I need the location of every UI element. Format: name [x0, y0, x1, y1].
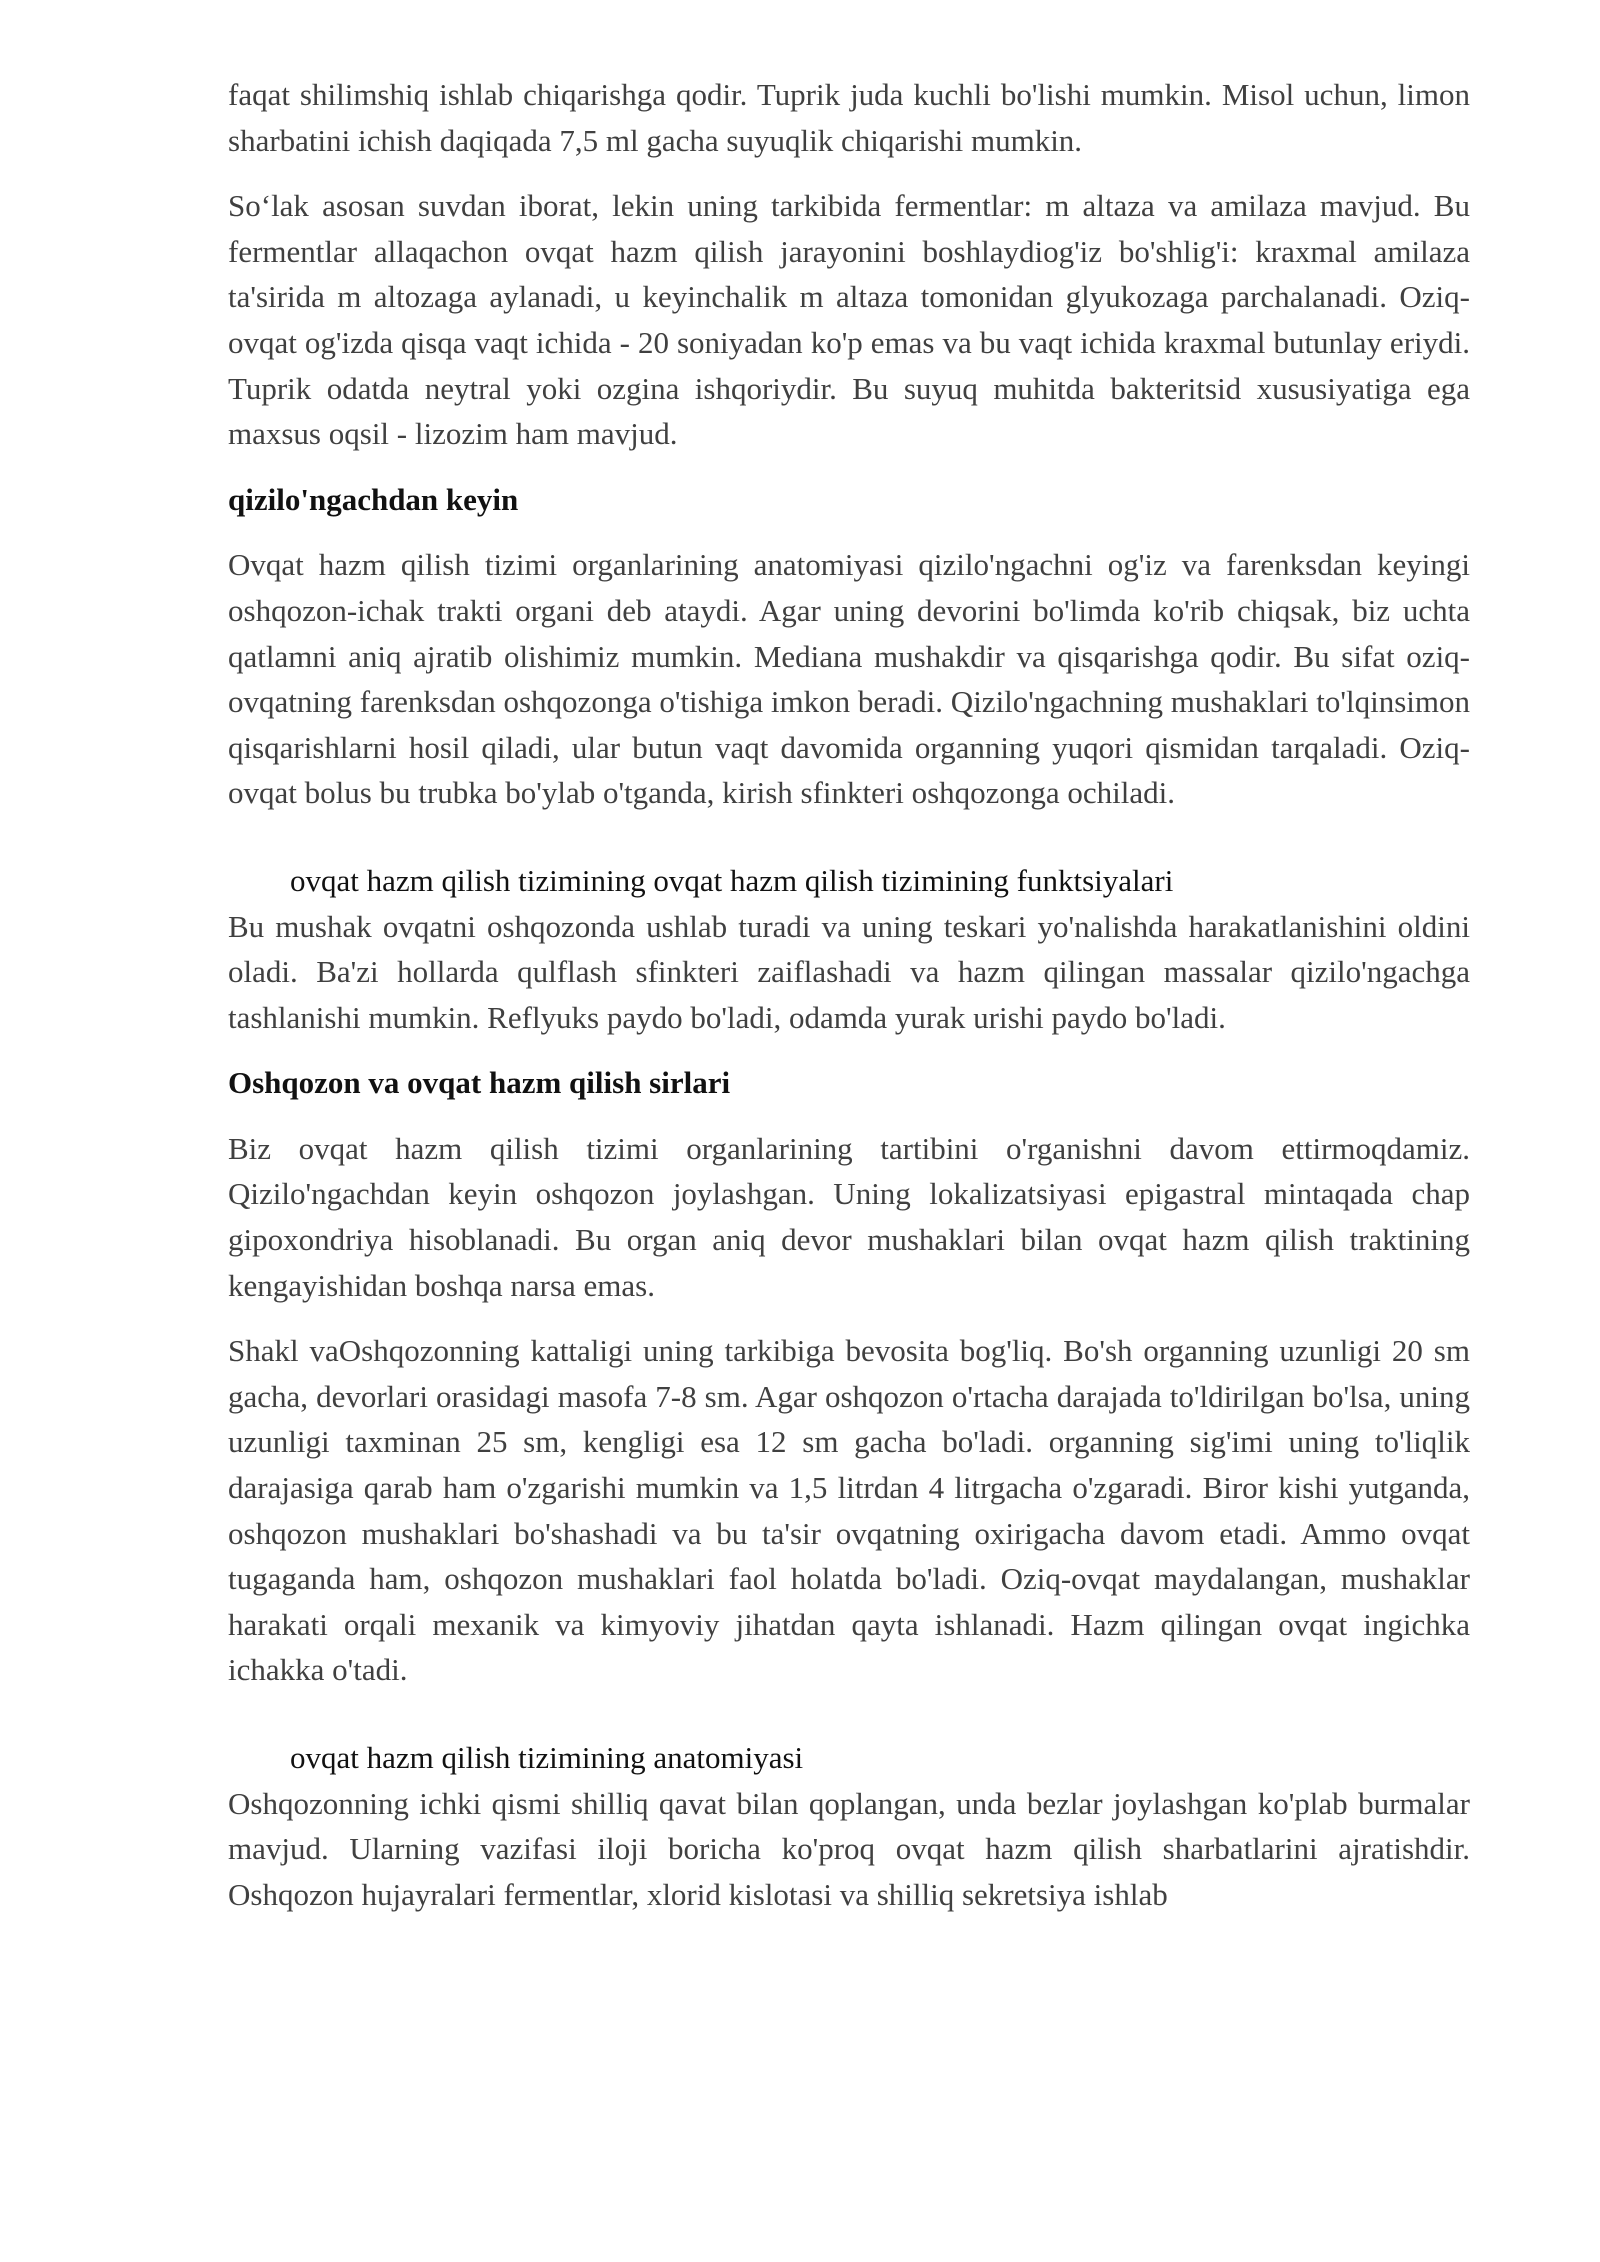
paragraph-1: faqat shilimshiq ishlab chiqarishga qodir. Tuprik juda kuchli bo'lishi mumkin. Misol uchun, limon sharbatini ichish daqiqada 7,5 ml gacha suyuqlik chiqarishi mumkin. — [228, 77, 1470, 158]
paragraph-2: So‘lak asosan suvdan iborat, lekin uning tarkibida fermentlar: m altaza va amilaza mavjud. Bu fermentlar allaqachon ovqat hazm qilish jarayonini boshlaydiog'iz bo'shlig'i: kraxmal amilaza ta'sirida m altozaga aylanadi, u keyinchalik m altaza tomonidan glyukozaga parchalanadi. Oziq-ovqat og'izda qisqa vaqt ichida - 20 soniyadan ko'p emas va bu vaqt ichida kraxmal butunlay eriydi. Tuprik odatda neytral yoki ozgina ishqoriydir. Bu suyuq muhitda bakteritsid xususiyatiga ega maxsus oqsil - lizozim ham mavjud. — [228, 188, 1470, 452]
paragraph-6: Shakl vaOshqozonning kattaligi uning tarkibiga bevosita bog'liq. Bo'sh organning uzunligi 20 sm gacha, devorlari orasidagi masofa 7-8 sm. Agar oshqozon o'rtacha darajada to'ldirilgan bo'lsa, uning uzunligi taxminan 25 sm, kengligi esa 12 sm gacha bo'ladi. organning sig'imi uning to'liqlik darajasiga qarab ham o'zgarishi mumkin va 1,5 litrdan 4 litrgacha o'zgaradi. Biror kishi yutganda, oshqozon mushaklari bo'shashadi va bu ta'sir ovqatning oxirigacha davom etadi. Ammo ovqat tugaganda ham, oshqozon mushaklari faol holatda bo'ladi. Oziq-ovqat maydalangan, mushaklar harakati orqali mexanik va kimyoviy jihatdan qayta ishlanadi. Hazm qilingan ovqat ingichka ichakka o'tadi. — [228, 1333, 1470, 1688]
paragraph-5: Biz ovqat hazm qilish tizimi organlarining tartibini o'rganishni davom ettirmoqdamiz. Qizilo'ngachdan keyin oshqozon joylashgan. Uning lokalizatsiyasi epigastral mintaqada chap gipoxondriya hisoblanadi. Bu organ aniq devor mushaklari bilan ovqat hazm qilish traktining kengayishidan boshqa narsa emas. — [228, 1130, 1470, 1303]
paragraph-4: Bu mushak ovqatni oshqozonda ushlab turadi va uning teskari yo'nalishda harakatlanishini oldini oladi. Ba'zi hollarda qulflash sfinkteri zaiflashadi va hazm qilingan massalar qizilo'ngachga tashlanishi mumkin. Reflyuks paydo bo'ladi, odamda yurak urishi paydo bo'ladi. — [228, 908, 1470, 1035]
paragraph-3: Ovqat hazm qilish tizimi organlarining anatomiyasi qizilo'ngachni og'iz va farenksdan keyingi oshqozon-ichak trakti organi deb ataydi. Agar uning devorini bo'limda ko'rib chiqsak, biz uchta qatlamni aniq ajratib olishimiz mumkin. Mediana mushakdir va qisqarishga qodir. Bu sifat oziq-ovqatning farenksdan oshqozonga o'tishiga imkon beradi. Qizilo'ngachning mushaklari to'lqinsimon qisqarishlarni hosil qiladi, ular butun vaqt davomida organning yuqori qismidan tarqaladi. Oziq-ovqat bolus bu trubka bo'ylab o'tganda, kirish sfinkteri oshqozonga ochiladi. — [228, 547, 1470, 811]
subheading-funktsiyalari: ovqat hazm qilish tizimining ovqat hazm qilish tizimining funktsiyalari — [290, 862, 1174, 898]
section-heading-qiziloNgachdan: qizilo'ngachdan keyin — [228, 481, 519, 517]
section-heading-oshqozon: Oshqozon va ovqat hazm qilish sirlari — [228, 1065, 731, 1101]
paragraph-7: Oshqozonning ichki qismi shilliq qavat bilan qoplangan, unda bezlar joylashgan ko'plab burmalar mavjud. Ularning vazifasi iloji boricha ko'proq ovqat hazm qilish sharbatlarini ajratishdir. Oshqozon hujayralari fermentlar, xlorid kislotasi va shilliq sekretsiya ishlab — [228, 1785, 1470, 1912]
document-page — [228, 72, 1470, 1937]
subheading-anatomiyasi: ovqat hazm qilish tizimining anatomiyasi — [290, 1740, 804, 1775]
